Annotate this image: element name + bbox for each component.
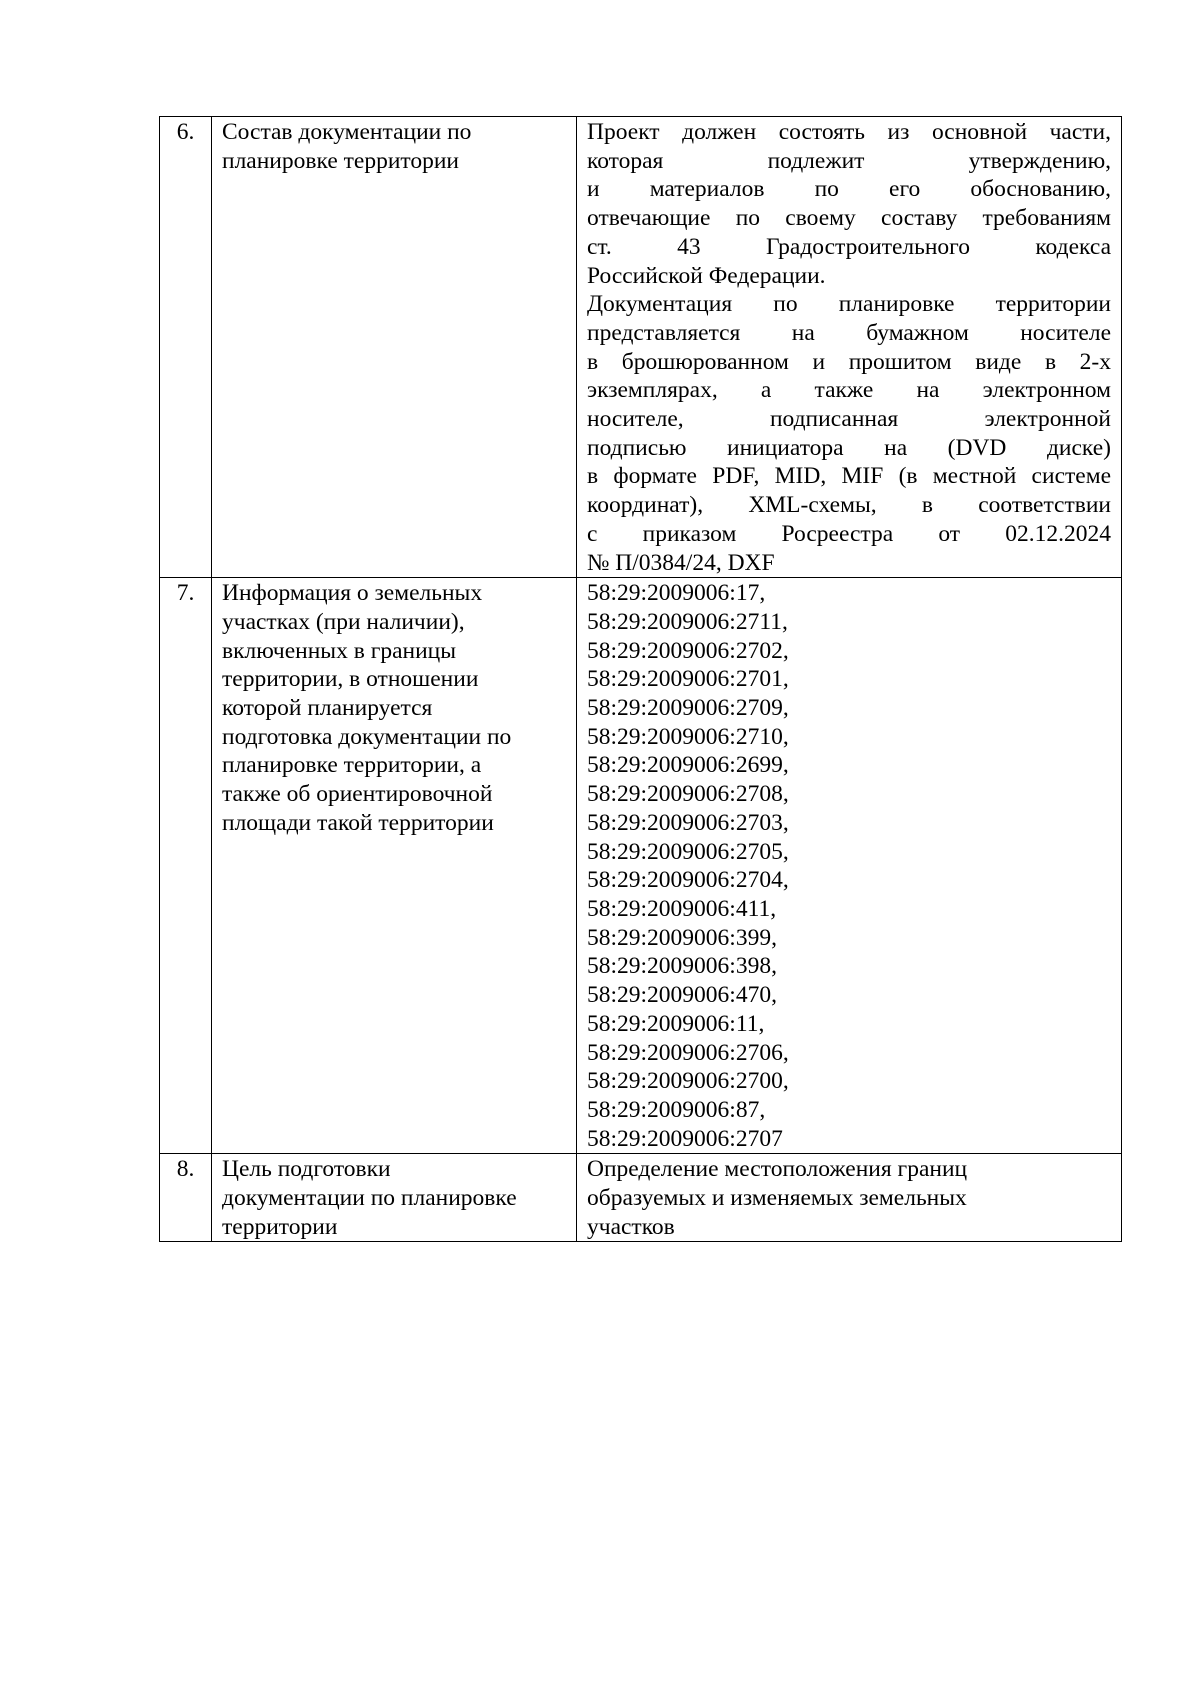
parcel-number: 58:29:2009006:2711,	[587, 608, 788, 635]
parcel-number: 58:29:2009006:17,	[587, 580, 766, 607]
parcel-number: 58:29:2009006:2706,	[587, 1039, 789, 1066]
value-line: представляется на бумажном носителе	[587, 319, 1111, 346]
table-row	[160, 1154, 1122, 1242]
parcel-number: 58:29:2009006:2705,	[587, 838, 789, 865]
value-line: носителе, подписанная электронной	[587, 406, 1111, 433]
parcel-number: 58:29:2009006:470,	[587, 982, 777, 1009]
parcel-number: 58:29:2009006:2709,	[587, 695, 789, 722]
value-line: № П/0384/24, DXF	[587, 549, 775, 576]
value-line: Российской Федерации.	[587, 262, 826, 289]
table-row	[160, 578, 1122, 1154]
value-line: образуемых и изменяемых земельных	[587, 1185, 967, 1212]
parcel-number: 58:29:2009006:411,	[587, 895, 777, 922]
row-title	[212, 578, 577, 1154]
parcel-number: 58:29:2009006:2700,	[587, 1068, 789, 1095]
value-line: ст. 43 Градостроительного кодекса	[587, 233, 1111, 260]
parcel-number: 58:29:2009006:11,	[587, 1010, 765, 1037]
planning-requirements-table	[159, 116, 1122, 1242]
row-value	[577, 1154, 1122, 1242]
title-line: включенных в границы	[222, 637, 457, 664]
title-line: территории, в отношении	[222, 666, 479, 693]
value-line: которая подлежит утверждению,	[587, 147, 1111, 174]
value-line: подписью инициатора на (DVD диске)	[587, 434, 1111, 461]
title-line: также об ориентировочной	[222, 781, 493, 808]
row-title	[212, 1154, 577, 1242]
parcel-number: 58:29:2009006:2701,	[587, 666, 789, 693]
parcel-number: 58:29:2009006:2708,	[587, 781, 789, 808]
parcel-number: 58:29:2009006:87,	[587, 1096, 766, 1123]
row-number: 6.	[160, 117, 212, 578]
title-line: подготовка документации по	[222, 723, 512, 750]
value-line: в брошюрованном и прошитом виде в 2-х	[587, 348, 1111, 375]
value-line: Проект должен состоять из основной части,	[587, 119, 1111, 145]
table-row	[160, 117, 1122, 578]
parcel-number: 58:29:2009006:2702,	[587, 637, 789, 664]
row-number: 7.	[160, 578, 212, 1154]
value-line: Определение местоположения границ	[587, 1156, 968, 1183]
parcel-number: 58:29:2009006:2699,	[587, 752, 789, 779]
title-line: участках (при наличии),	[222, 608, 465, 635]
parcel-number: 58:29:2009006:399,	[587, 924, 777, 951]
title-line: площади такой территории	[222, 809, 494, 836]
title-line: документации по планировке	[222, 1185, 517, 1212]
title-line: Цель подготовки	[222, 1156, 391, 1183]
parcel-number: 58:29:2009006:398,	[587, 953, 777, 980]
row-title: Состав документации по планировке территории	[212, 117, 577, 578]
parcel-number: 58:29:2009006:2703,	[587, 809, 789, 836]
value-line: с приказом Росреестра от 02.12.2024	[587, 520, 1111, 547]
title-line: территории	[222, 1213, 338, 1240]
row-number: 8.	[160, 1154, 212, 1242]
value-line: экземплярах, а также на электронном	[587, 377, 1111, 404]
title-line: Информация о земельных	[222, 580, 483, 607]
row-value	[577, 117, 1122, 578]
parcel-number: 58:29:2009006:2710,	[587, 723, 789, 750]
value-line: участков	[587, 1213, 675, 1240]
title-line: планировке территории, а	[222, 752, 482, 779]
parcel-number: 58:29:2009006:2707	[587, 1125, 783, 1152]
value-line: и материалов по его обоснованию,	[587, 176, 1111, 203]
parcel-number: 58:29:2009006:2704,	[587, 867, 789, 894]
value-line: координат), XML-схемы, в соответствии	[587, 492, 1111, 519]
value-line: отвечающие по своему составу требованиям	[587, 205, 1111, 232]
parcel-list	[577, 578, 1122, 1154]
value-line: Документация по планировке территории	[587, 291, 1111, 318]
title-line: которой планируется	[222, 695, 433, 722]
value-line: в формате PDF, MID, MIF (в местной системе	[587, 463, 1111, 490]
